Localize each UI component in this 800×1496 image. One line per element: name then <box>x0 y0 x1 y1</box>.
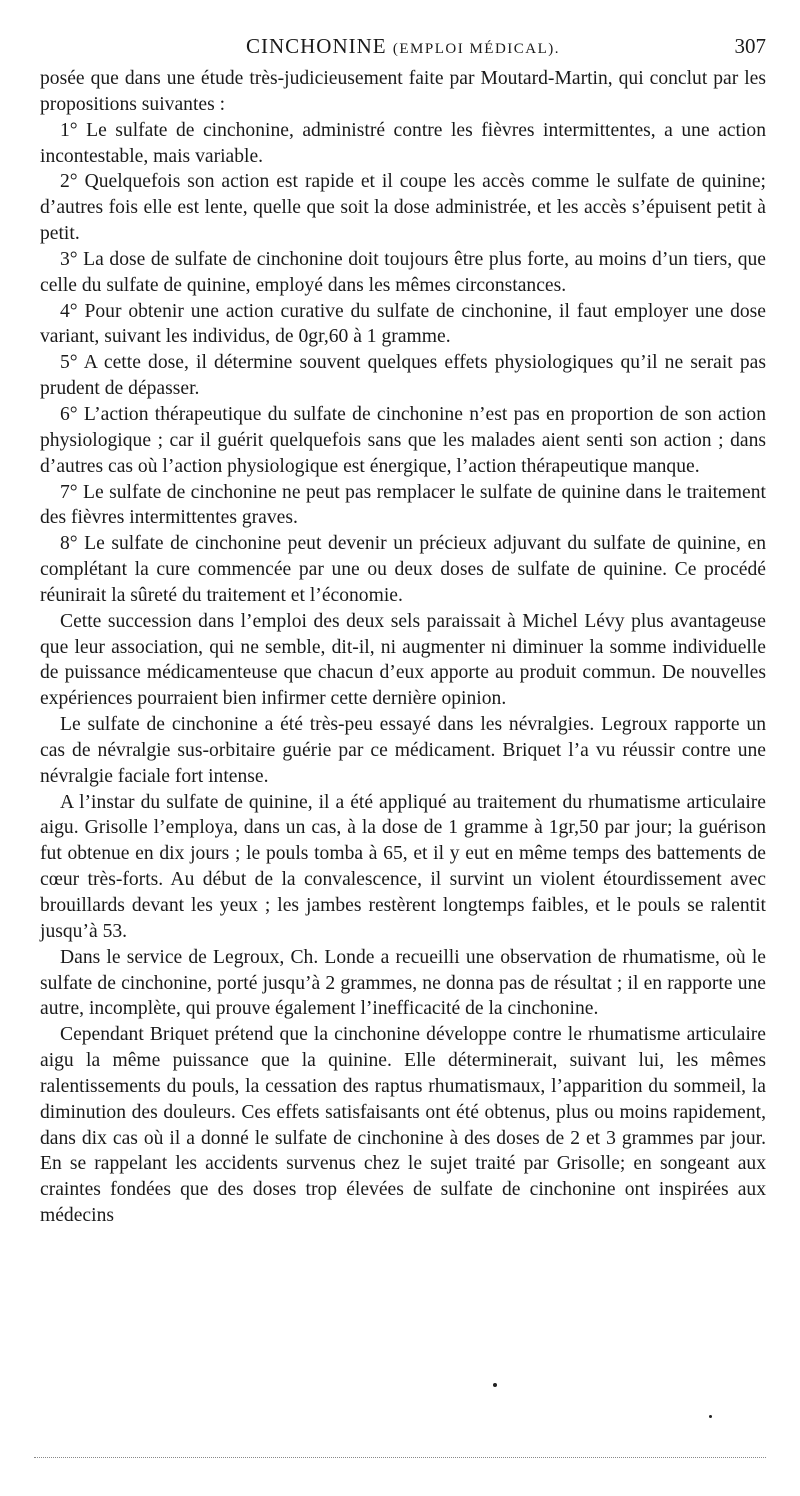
paragraph: 7° Le sulfate de cinchonine ne peut pas remplacer le sulfate de quinine dans le traitement des fièvres intermittentes graves. <box>40 481 766 529</box>
paragraph: 5° A cette dose, il détermine souvent quelques effets physiologiques qu’il ne serait pas prudent de dépasser. <box>40 352 766 400</box>
paragraph: 2° Quelquefois son action est rapide et il coupe les accès comme le sulfate de quinine; d’autres fois elle est lente, quelle que soit la dose administrée, et les accès s’épuisent petit à petit. <box>40 171 766 245</box>
print-speck <box>709 1415 712 1418</box>
paragraph: Cette succession dans l’emploi des deux sels paraissait à Michel Lévy plus avantageuse que leur association, qui ne semble, dit-il, ni augmenter ni diminuer la somme individuelle de puissance médicamenteuse que chacun d’eux apporte au produit commun. De nouvelles expériences pourraient bien infirmer cette dernière opinion. <box>40 610 766 710</box>
body-text <box>40 66 766 1229</box>
paragraph: 6° L’action thérapeutique du sulfate de cinchonine n’est pas en proportion de son action physiologique ; car il guérit quelquefois sans que les malades aient senti son action ; dans d’autres cas où l’action physiologique est énergique, l’action thérapeutique manque. <box>40 403 766 477</box>
bottom-dotted-rule <box>34 1457 766 1458</box>
paragraph: 4° Pour obtenir une action curative du sulfate de cinchonine, il faut employer une dose variant, suivant les individus, de 0gr,60 à 1 gramme. <box>40 300 766 348</box>
paragraph: 8° Le sulfate de cinchonine peut devenir un précieux adjuvant du sulfate de quinine, en complétant la cure commencée par une ou deux doses de sulfate de quinine. Ce procédé réunirait la sûreté du traitement et l’économie. <box>40 533 766 606</box>
print-speck <box>493 1383 497 1387</box>
page-number: 307 <box>734 34 766 58</box>
running-header <box>40 34 766 64</box>
header-subtitle: (EMPLOI MÉDICAL). <box>392 41 561 57</box>
paragraph: A l’instar du sulfate de quinine, il a été appliqué au traitement du rhumatisme articulaire aigu. Grisolle l’employa, dans un cas, à la dose de 1 gramme à 1gr,50 par jour; la guérison fut obtenue en dix jours ; le pouls tomba à 65, et il y eut en même temps des battements de cœur très-forts. Au début de la convalescence, il survint un violent étourdissement avec brouillards devant les yeux ; les jambes restèrent longtemps faibles, et le pouls se ralentit jusqu’à 53. <box>40 791 766 942</box>
paragraph: 3° La dose de sulfate de cinchonine doit toujours être plus forte, au moins d’un tiers, que celle du sulfate de quinine, employé dans les mêmes circonstances. <box>40 248 766 296</box>
paragraph: posée que dans une étude très-judicieusement faite par Moutard-Martin, qui conclut par les propositions suivantes : <box>40 68 766 115</box>
header-title: CINCHONINE <box>245 34 387 58</box>
paragraph: Dans le service de Legroux, Ch. Londe a recueilli une observation de rhumatisme, où le sulfate de cinchonine, porté jusqu’à 2 grammes, ne donna pas de résultat ; il en rapporte une autre, incomplète, qui prouve également l’inefficacité de la cinchonine. <box>40 946 766 1020</box>
paragraph: Le sulfate de cinchonine a été très-peu essayé dans les névralgies. Legroux rapporte un cas de névralgie sus-orbitaire guérie par ce médicament. Briquet l’a vu réussir contre une névralgie faciale fort intense. <box>40 714 766 787</box>
paragraph: 1° Le sulfate de cinchonine, administré contre les fièvres intermittentes, a une action incontestable, mais variable. <box>40 119 766 167</box>
running-title <box>40 34 766 59</box>
paragraph: Cependant Briquet prétend que la cinchonine développe contre le rhumatisme articulaire aigu la même puissance que la quinine. Elle déterminerait, suivant lui, les mêmes ralentissements du pouls, la cessation des raptus rhumatismaux, l’apparition du sommeil, la diminution des douleurs. Ces effets satisfaisants ont été obtenus, plus ou moins rapidement, dans dix cas où il a donné le sulfate de cinchonine à des doses de 2 et 3 grammes par jour. En se rappelant les accidents survenus chez le sujet traité par Grisolle; en songeant aux craintes fondées que des doses trop élevées de sulfate de cinchonine ont inspirées aux médecins <box>40 1024 766 1227</box>
